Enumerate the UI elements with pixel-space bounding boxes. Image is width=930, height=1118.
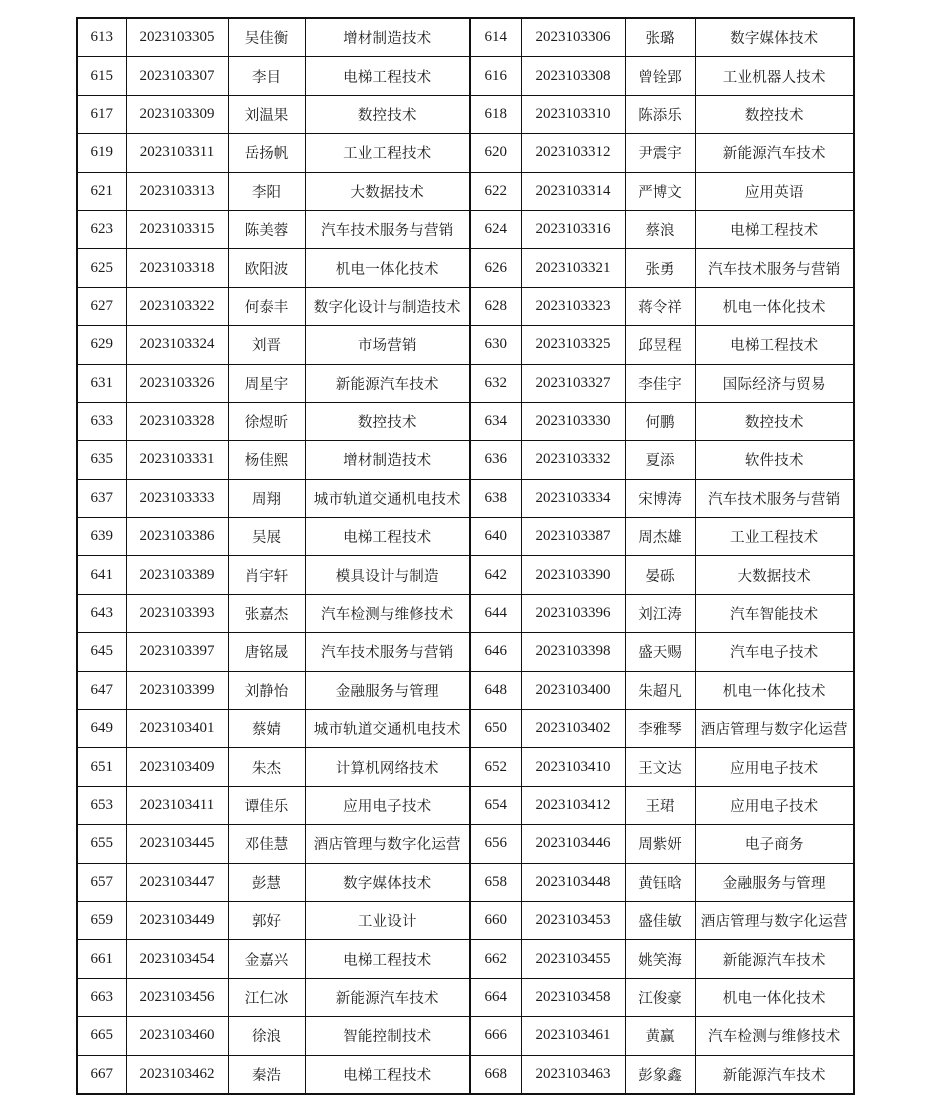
left-seq-number-cell: 631 — [77, 364, 126, 402]
right-major-cell: 汽车技术服务与营销 — [695, 249, 854, 287]
right-seq-number-cell: 632 — [470, 364, 521, 402]
left-student-id-cell: 2023103389 — [126, 556, 228, 594]
left-seq-number-cell: 645 — [77, 633, 126, 671]
left-seq-number-cell: 657 — [77, 863, 126, 901]
left-major-cell: 数控技术 — [305, 402, 470, 440]
right-major-cell: 应用电子技术 — [695, 786, 854, 824]
right-student-id-cell: 2023103463 — [521, 1055, 625, 1094]
table-row — [77, 633, 854, 671]
right-student-name-cell: 彭象鑫 — [625, 1055, 695, 1094]
left-seq-number-cell: 615 — [77, 57, 126, 95]
left-student-id-cell: 2023103456 — [126, 978, 228, 1016]
right-major-cell: 电梯工程技术 — [695, 210, 854, 248]
left-student-name-cell: 金嘉兴 — [228, 940, 305, 978]
left-seq-number-cell: 617 — [77, 95, 126, 133]
right-major-cell: 新能源汽车技术 — [695, 134, 854, 172]
right-student-id-cell: 2023103323 — [521, 287, 625, 325]
table-row — [77, 326, 854, 364]
left-seq-number-cell: 643 — [77, 594, 126, 632]
left-student-id-cell: 2023103454 — [126, 940, 228, 978]
right-student-name-cell: 江俊豪 — [625, 978, 695, 1016]
left-seq-number-cell: 661 — [77, 940, 126, 978]
left-student-name-cell: 欧阳波 — [228, 249, 305, 287]
left-seq-number-cell: 619 — [77, 134, 126, 172]
left-student-name-cell: 周星宇 — [228, 364, 305, 402]
right-seq-number-cell: 626 — [470, 249, 521, 287]
table-row — [77, 249, 854, 287]
left-seq-number-cell: 613 — [77, 18, 126, 57]
right-seq-number-cell: 656 — [470, 825, 521, 863]
right-seq-number-cell: 668 — [470, 1055, 521, 1094]
right-major-cell: 软件技术 — [695, 441, 854, 479]
left-student-name-cell: 刘晋 — [228, 326, 305, 364]
right-student-name-cell: 蔡浪 — [625, 210, 695, 248]
left-major-cell: 工业工程技术 — [305, 134, 470, 172]
left-major-cell: 电梯工程技术 — [305, 518, 470, 556]
right-seq-number-cell: 660 — [470, 901, 521, 939]
left-student-name-cell: 蔡婧 — [228, 710, 305, 748]
right-seq-number-cell: 620 — [470, 134, 521, 172]
left-seq-number-cell: 641 — [77, 556, 126, 594]
right-student-name-cell: 蒋令祥 — [625, 287, 695, 325]
right-seq-number-cell: 654 — [470, 786, 521, 824]
left-major-cell: 市场营销 — [305, 326, 470, 364]
left-student-name-cell: 徐浪 — [228, 1017, 305, 1055]
left-student-id-cell: 2023103462 — [126, 1055, 228, 1094]
right-student-id-cell: 2023103321 — [521, 249, 625, 287]
left-student-id-cell: 2023103311 — [126, 134, 228, 172]
right-student-id-cell: 2023103448 — [521, 863, 625, 901]
right-student-id-cell: 2023103398 — [521, 633, 625, 671]
left-major-cell: 数字化设计与制造技术 — [305, 287, 470, 325]
table-row — [77, 748, 854, 786]
left-major-cell: 城市轨道交通机电技术 — [305, 479, 470, 517]
left-major-cell: 增材制造技术 — [305, 18, 470, 57]
student-roster-table — [76, 17, 855, 1095]
left-major-cell: 城市轨道交通机电技术 — [305, 710, 470, 748]
right-student-id-cell: 2023103308 — [521, 57, 625, 95]
right-student-name-cell: 黄钰晗 — [625, 863, 695, 901]
left-student-id-cell: 2023103333 — [126, 479, 228, 517]
right-student-id-cell: 2023103446 — [521, 825, 625, 863]
left-seq-number-cell: 659 — [77, 901, 126, 939]
right-student-name-cell: 尹震宇 — [625, 134, 695, 172]
left-major-cell: 电梯工程技术 — [305, 57, 470, 95]
left-major-cell: 汽车技术服务与营销 — [305, 633, 470, 671]
left-student-name-cell: 陈美蓉 — [228, 210, 305, 248]
left-student-name-cell: 李目 — [228, 57, 305, 95]
left-student-id-cell: 2023103331 — [126, 441, 228, 479]
right-major-cell: 新能源汽车技术 — [695, 1055, 854, 1094]
right-seq-number-cell: 628 — [470, 287, 521, 325]
right-student-name-cell: 盛天赐 — [625, 633, 695, 671]
right-student-name-cell: 王文达 — [625, 748, 695, 786]
right-student-id-cell: 2023103410 — [521, 748, 625, 786]
left-major-cell: 模具设计与制造 — [305, 556, 470, 594]
right-student-name-cell: 姚笑海 — [625, 940, 695, 978]
right-major-cell: 数控技术 — [695, 95, 854, 133]
table-row — [77, 594, 854, 632]
right-student-id-cell: 2023103332 — [521, 441, 625, 479]
left-student-name-cell: 朱杰 — [228, 748, 305, 786]
left-seq-number-cell: 649 — [77, 710, 126, 748]
left-major-cell: 电梯工程技术 — [305, 940, 470, 978]
right-seq-number-cell: 616 — [470, 57, 521, 95]
right-seq-number-cell: 664 — [470, 978, 521, 1016]
right-major-cell: 国际经济与贸易 — [695, 364, 854, 402]
left-major-cell: 电梯工程技术 — [305, 1055, 470, 1094]
left-student-id-cell: 2023103401 — [126, 710, 228, 748]
right-major-cell: 汽车智能技术 — [695, 594, 854, 632]
table-row — [77, 364, 854, 402]
right-major-cell: 机电一体化技术 — [695, 978, 854, 1016]
left-student-id-cell: 2023103326 — [126, 364, 228, 402]
right-student-name-cell: 邱昱程 — [625, 326, 695, 364]
right-seq-number-cell: 644 — [470, 594, 521, 632]
left-student-name-cell: 谭佳乐 — [228, 786, 305, 824]
right-seq-number-cell: 646 — [470, 633, 521, 671]
left-student-name-cell: 郭好 — [228, 901, 305, 939]
left-seq-number-cell: 625 — [77, 249, 126, 287]
right-major-cell: 机电一体化技术 — [695, 671, 854, 709]
left-student-id-cell: 2023103460 — [126, 1017, 228, 1055]
right-student-id-cell: 2023103390 — [521, 556, 625, 594]
right-student-name-cell: 周紫妍 — [625, 825, 695, 863]
left-student-name-cell: 刘温果 — [228, 95, 305, 133]
right-student-name-cell: 严博文 — [625, 172, 695, 210]
right-major-cell: 新能源汽车技术 — [695, 940, 854, 978]
table-row — [77, 441, 854, 479]
table-row — [77, 825, 854, 863]
left-major-cell: 机电一体化技术 — [305, 249, 470, 287]
left-student-id-cell: 2023103309 — [126, 95, 228, 133]
right-student-id-cell: 2023103310 — [521, 95, 625, 133]
left-seq-number-cell: 627 — [77, 287, 126, 325]
table-row — [77, 863, 854, 901]
right-student-name-cell: 陈添乐 — [625, 95, 695, 133]
left-student-name-cell: 江仁冰 — [228, 978, 305, 1016]
table-row — [77, 940, 854, 978]
left-student-id-cell: 2023103445 — [126, 825, 228, 863]
right-seq-number-cell: 618 — [470, 95, 521, 133]
right-seq-number-cell: 614 — [470, 18, 521, 57]
left-seq-number-cell: 639 — [77, 518, 126, 556]
right-student-name-cell: 李佳宇 — [625, 364, 695, 402]
table-row — [77, 1017, 854, 1055]
right-student-id-cell: 2023103402 — [521, 710, 625, 748]
right-student-id-cell: 2023103327 — [521, 364, 625, 402]
right-student-id-cell: 2023103453 — [521, 901, 625, 939]
right-seq-number-cell: 662 — [470, 940, 521, 978]
left-student-id-cell: 2023103399 — [126, 671, 228, 709]
table-row — [77, 18, 854, 57]
right-student-name-cell: 周杰雄 — [625, 518, 695, 556]
right-student-name-cell: 王珺 — [625, 786, 695, 824]
left-student-name-cell: 唐铭晟 — [228, 633, 305, 671]
table-row — [77, 210, 854, 248]
left-student-name-cell: 何泰丰 — [228, 287, 305, 325]
right-student-id-cell: 2023103458 — [521, 978, 625, 1016]
table-row — [77, 479, 854, 517]
right-student-id-cell: 2023103306 — [521, 18, 625, 57]
table-row — [77, 134, 854, 172]
right-seq-number-cell: 650 — [470, 710, 521, 748]
left-seq-number-cell: 667 — [77, 1055, 126, 1094]
left-student-id-cell: 2023103449 — [126, 901, 228, 939]
right-seq-number-cell: 638 — [470, 479, 521, 517]
right-major-cell: 应用英语 — [695, 172, 854, 210]
right-student-name-cell: 宋博涛 — [625, 479, 695, 517]
right-major-cell: 汽车技术服务与营销 — [695, 479, 854, 517]
left-student-name-cell: 秦浩 — [228, 1055, 305, 1094]
right-student-name-cell: 李雅琴 — [625, 710, 695, 748]
left-major-cell: 计算机网络技术 — [305, 748, 470, 786]
left-student-name-cell: 彭慧 — [228, 863, 305, 901]
right-major-cell: 酒店管理与数字化运营 — [695, 710, 854, 748]
right-seq-number-cell: 640 — [470, 518, 521, 556]
left-major-cell: 金融服务与管理 — [305, 671, 470, 709]
right-seq-number-cell: 624 — [470, 210, 521, 248]
table-row — [77, 95, 854, 133]
right-student-id-cell: 2023103387 — [521, 518, 625, 556]
right-major-cell: 数字媒体技术 — [695, 18, 854, 57]
left-major-cell: 数控技术 — [305, 95, 470, 133]
left-student-id-cell: 2023103411 — [126, 786, 228, 824]
right-student-name-cell: 何鹏 — [625, 402, 695, 440]
left-major-cell: 汽车检测与维修技术 — [305, 594, 470, 632]
left-student-id-cell: 2023103397 — [126, 633, 228, 671]
left-student-id-cell: 2023103447 — [126, 863, 228, 901]
left-student-name-cell: 杨佳熙 — [228, 441, 305, 479]
table-row — [77, 671, 854, 709]
left-seq-number-cell: 633 — [77, 402, 126, 440]
right-student-id-cell: 2023103396 — [521, 594, 625, 632]
left-seq-number-cell: 665 — [77, 1017, 126, 1055]
right-student-id-cell: 2023103316 — [521, 210, 625, 248]
right-student-id-cell: 2023103330 — [521, 402, 625, 440]
left-major-cell: 新能源汽车技术 — [305, 364, 470, 402]
right-seq-number-cell: 658 — [470, 863, 521, 901]
right-student-name-cell: 黄赢 — [625, 1017, 695, 1055]
left-seq-number-cell: 653 — [77, 786, 126, 824]
left-student-id-cell: 2023103322 — [126, 287, 228, 325]
right-student-name-cell: 朱超凡 — [625, 671, 695, 709]
left-student-name-cell: 周翔 — [228, 479, 305, 517]
right-student-id-cell: 2023103334 — [521, 479, 625, 517]
table-row — [77, 710, 854, 748]
left-seq-number-cell: 629 — [77, 326, 126, 364]
left-student-name-cell: 岳扬帆 — [228, 134, 305, 172]
right-student-id-cell: 2023103400 — [521, 671, 625, 709]
table-row — [77, 556, 854, 594]
left-student-name-cell: 吴佳衡 — [228, 18, 305, 57]
right-student-id-cell: 2023103455 — [521, 940, 625, 978]
left-major-cell: 酒店管理与数字化运营 — [305, 825, 470, 863]
right-major-cell: 电梯工程技术 — [695, 326, 854, 364]
left-major-cell: 应用电子技术 — [305, 786, 470, 824]
left-seq-number-cell: 651 — [77, 748, 126, 786]
right-student-name-cell: 刘江涛 — [625, 594, 695, 632]
right-major-cell: 工业工程技术 — [695, 518, 854, 556]
table-row — [77, 518, 854, 556]
table-row — [77, 1055, 854, 1094]
right-seq-number-cell: 636 — [470, 441, 521, 479]
right-major-cell: 大数据技术 — [695, 556, 854, 594]
right-student-name-cell: 张璐 — [625, 18, 695, 57]
student-roster-sheet — [76, 17, 853, 1095]
left-student-id-cell: 2023103318 — [126, 249, 228, 287]
table-row — [77, 402, 854, 440]
right-major-cell: 汽车电子技术 — [695, 633, 854, 671]
left-student-name-cell: 邓佳慧 — [228, 825, 305, 863]
left-student-id-cell: 2023103409 — [126, 748, 228, 786]
right-student-id-cell: 2023103314 — [521, 172, 625, 210]
table-row — [77, 57, 854, 95]
right-major-cell: 工业机器人技术 — [695, 57, 854, 95]
table-row — [77, 786, 854, 824]
roster-body — [77, 18, 854, 1094]
left-seq-number-cell: 621 — [77, 172, 126, 210]
right-seq-number-cell: 642 — [470, 556, 521, 594]
left-student-name-cell: 肖宇轩 — [228, 556, 305, 594]
right-seq-number-cell: 648 — [470, 671, 521, 709]
left-student-name-cell: 徐煜昕 — [228, 402, 305, 440]
right-seq-number-cell: 666 — [470, 1017, 521, 1055]
left-seq-number-cell: 663 — [77, 978, 126, 1016]
right-major-cell: 金融服务与管理 — [695, 863, 854, 901]
left-student-id-cell: 2023103324 — [126, 326, 228, 364]
left-student-id-cell: 2023103328 — [126, 402, 228, 440]
right-student-name-cell: 晏砾 — [625, 556, 695, 594]
right-seq-number-cell: 630 — [470, 326, 521, 364]
left-student-id-cell: 2023103313 — [126, 172, 228, 210]
left-major-cell: 智能控制技术 — [305, 1017, 470, 1055]
left-major-cell: 数字媒体技术 — [305, 863, 470, 901]
left-student-id-cell: 2023103393 — [126, 594, 228, 632]
left-student-name-cell: 张嘉杰 — [228, 594, 305, 632]
left-student-name-cell: 刘静怡 — [228, 671, 305, 709]
right-seq-number-cell: 622 — [470, 172, 521, 210]
left-seq-number-cell: 647 — [77, 671, 126, 709]
right-student-id-cell: 2023103312 — [521, 134, 625, 172]
right-major-cell: 电子商务 — [695, 825, 854, 863]
table-row — [77, 901, 854, 939]
right-student-name-cell: 张勇 — [625, 249, 695, 287]
right-major-cell: 应用电子技术 — [695, 748, 854, 786]
left-student-name-cell: 李阳 — [228, 172, 305, 210]
table-row — [77, 287, 854, 325]
table-row — [77, 172, 854, 210]
left-student-id-cell: 2023103307 — [126, 57, 228, 95]
left-seq-number-cell: 635 — [77, 441, 126, 479]
left-major-cell: 新能源汽车技术 — [305, 978, 470, 1016]
left-major-cell: 工业设计 — [305, 901, 470, 939]
table-row — [77, 978, 854, 1016]
right-seq-number-cell: 652 — [470, 748, 521, 786]
right-major-cell: 数控技术 — [695, 402, 854, 440]
left-student-id-cell: 2023103386 — [126, 518, 228, 556]
left-seq-number-cell: 637 — [77, 479, 126, 517]
right-student-name-cell: 夏添 — [625, 441, 695, 479]
right-seq-number-cell: 634 — [470, 402, 521, 440]
left-seq-number-cell: 655 — [77, 825, 126, 863]
left-student-name-cell: 吴展 — [228, 518, 305, 556]
left-major-cell: 增材制造技术 — [305, 441, 470, 479]
left-seq-number-cell: 623 — [77, 210, 126, 248]
left-major-cell: 大数据技术 — [305, 172, 470, 210]
right-major-cell: 酒店管理与数字化运营 — [695, 901, 854, 939]
left-student-id-cell: 2023103315 — [126, 210, 228, 248]
left-major-cell: 汽车技术服务与营销 — [305, 210, 470, 248]
right-student-name-cell: 盛佳敏 — [625, 901, 695, 939]
left-student-id-cell: 2023103305 — [126, 18, 228, 57]
right-student-id-cell: 2023103325 — [521, 326, 625, 364]
right-student-id-cell: 2023103461 — [521, 1017, 625, 1055]
right-major-cell: 汽车检测与维修技术 — [695, 1017, 854, 1055]
right-student-name-cell: 曾铨郢 — [625, 57, 695, 95]
right-student-id-cell: 2023103412 — [521, 786, 625, 824]
right-major-cell: 机电一体化技术 — [695, 287, 854, 325]
